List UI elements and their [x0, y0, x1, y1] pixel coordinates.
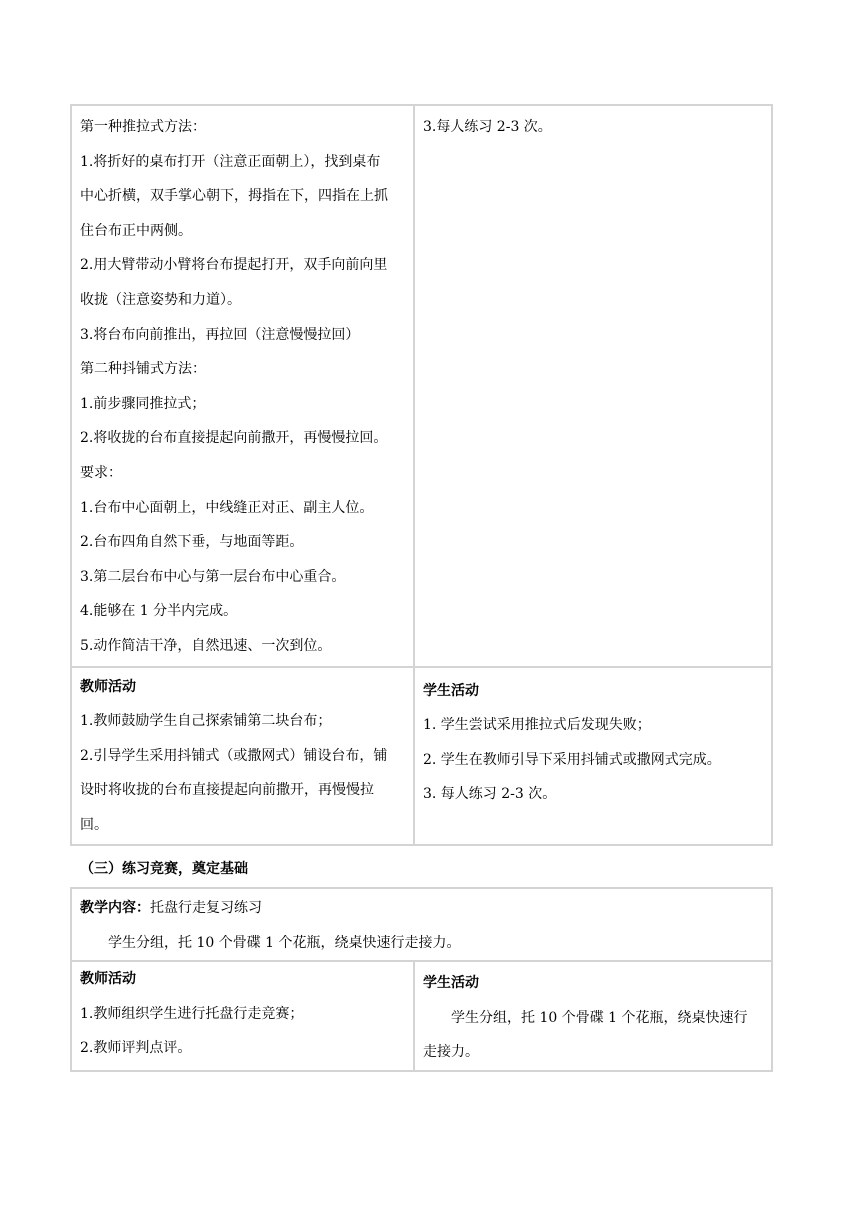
method-line: 4.能够在 1 分半内完成。: [80, 603, 238, 620]
practice-line: 3.每人练习 2-3 次。: [423, 119, 552, 135]
table-row: [72, 106, 771, 666]
student-activity-cell: [415, 668, 771, 845]
student-activity-line: 走接力。: [423, 1044, 479, 1061]
teaching-content-cell: [72, 889, 771, 960]
method-line: 1.台布中心面朝上，中线缝正对正、副主人位。: [80, 499, 374, 516]
method-line: 要求：: [80, 464, 122, 481]
method-line: 5.动作简洁干净，自然迅速、一次到位。: [80, 637, 332, 654]
practice-cell: [415, 106, 771, 666]
teaching-content-title: 托盘行走复习练习: [150, 900, 262, 916]
table-row: [72, 960, 771, 1070]
method-line: 1.将折好的桌布打开（注意正面朝上），找到桌布: [80, 153, 381, 170]
teacher-activity-line: 设时将收拢的台布直接提起向前撒开，再慢慢拉: [80, 782, 374, 799]
method-line: 收拢（注意姿势和力道）。: [80, 291, 241, 308]
method-line: 中心折横，双手掌心朝下，拇指在下，四指在上抓: [80, 188, 388, 205]
table-row: [72, 666, 771, 845]
teacher-activity-line: 2.引导学生采用抖铺式（或撒网式）铺设台布，铺: [80, 747, 388, 764]
student-activity-line: 2. 学生在教师引导下采用抖铺式或撒网式完成。: [423, 751, 721, 768]
teaching-content-label: 教学内容：: [80, 900, 150, 916]
teacher-activity-cell: [72, 962, 415, 1070]
teacher-activity-line: 1.教师组织学生进行托盘行走竞赛；: [80, 1005, 304, 1022]
student-activity-line: 学生分组，托 10 个骨碟 1 个花瓶，绕桌快速行: [451, 1009, 748, 1026]
method-line: 3.将台布向前推出，再拉回（注意慢慢拉回）: [80, 326, 360, 343]
method-line: 第一种推拉式方法：: [80, 119, 206, 135]
teaching-content-desc: 学生分组，托 10 个骨碟 1 个花瓶，绕桌快速行走接力。: [108, 934, 461, 951]
teacher-activity-heading: 教师活动: [80, 678, 136, 695]
method-line: 1.前步骤同推拉式；: [80, 395, 206, 412]
student-activity-line: 3. 每人练习 2-3 次。: [423, 786, 557, 803]
method-line: 住台布正中两侧。: [80, 222, 192, 239]
student-activity-heading: 学生活动: [423, 975, 479, 992]
teaching-content-line: [80, 891, 763, 926]
method-line: 2.将收拢的台布直接提起向前撒开，再慢慢拉回。: [80, 430, 388, 447]
student-activity-cell: [415, 962, 771, 1070]
table-row: [72, 889, 771, 960]
teacher-activity-line: 2.教师评判点评。: [80, 1040, 192, 1057]
teacher-activity-line: 1.教师鼓励学生自己探索铺第二块台布；: [80, 713, 332, 730]
method-line: 3.第二层台布中心与第一层台布中心重合。: [80, 568, 346, 585]
teacher-activity-line: 回。: [80, 816, 108, 833]
student-activity-line: 1. 学生尝试采用推拉式后发现失败；: [423, 717, 651, 734]
activity-table-2: [70, 887, 773, 1072]
method-line: 2.台布四角自然下垂，与地面等距。: [80, 534, 304, 551]
method-cell: [72, 106, 415, 666]
method-line: 2.用大臂带动小臂将台布提起打开，双手向前向里: [80, 257, 388, 274]
activity-table-1: [70, 104, 773, 846]
section-heading: （三）练习竞赛，奠定基础: [80, 861, 248, 877]
student-activity-heading: 学生活动: [423, 682, 479, 699]
teacher-activity-cell: [72, 668, 415, 845]
method-line: 第二种抖铺式方法：: [80, 361, 206, 378]
teacher-activity-heading: 教师活动: [80, 971, 136, 988]
